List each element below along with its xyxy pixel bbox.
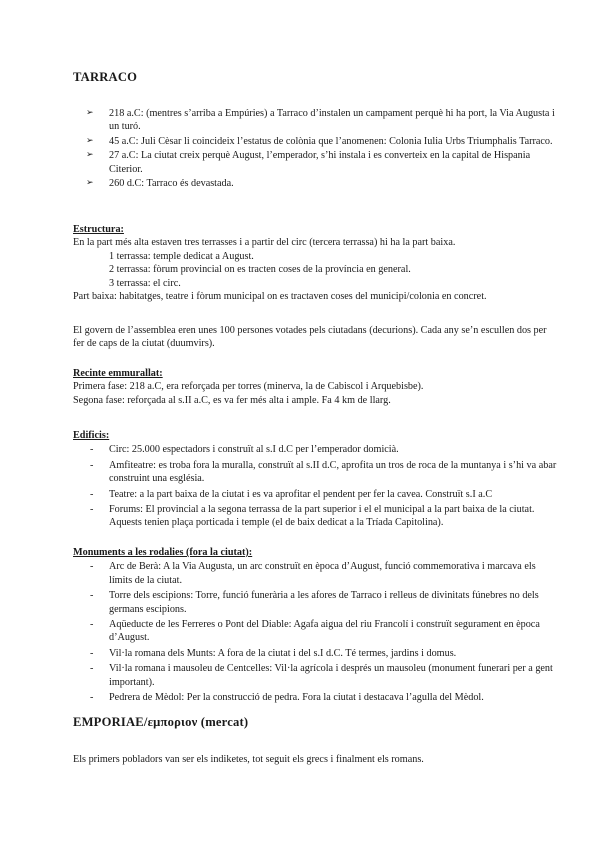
dash-bullet: - [90,561,94,573]
estructura-section [73,223,560,303]
arrow-bullet-icon: ➢ [86,150,94,161]
subheading-recinte: Recinte emmurallat: [73,368,163,379]
subheading-estructura: Estructura: [73,224,124,235]
edificis-list [73,443,560,529]
dash-bullet: - [90,504,94,516]
dash-bullet: - [90,692,94,704]
list-item: ➢ 27 a.C: La ciutat creix perquè August, l’emperador, s’hi instala i es converteix en la capital de Hispania Citerior. [86,150,531,175]
list-item: - Pedrera de Mèdol: Per la construcció de pedra. Fora la ciutat i destacava l’agulla del Mèdol. [90,692,484,704]
list-item: - Arc de Berà: A la Via Augusta, un arc construït en època d’August, funció commemorativa i marcava els límits de la ciutat. [90,561,536,586]
list-item: - Vil·la romana i mausoleu de Centcelles: Vil·la agrícola i després un mausoleu (monument funerari per a gent important). [90,663,553,688]
dash-bullet: - [90,619,94,631]
list-item: - Aqüeducte de les Ferreres o Pont del Diable: Agafa aigua del riu Francolí i construït segurament en època d’August. [90,619,540,644]
part-baixa: Part baixa: habitatges, teatre i fòrum municipal on es tractaven coses del municipi/colonia en concret. [73,291,487,303]
subheading-monuments: Monuments a les rodalies (fora la ciutat): [73,547,253,558]
dash-bullet: - [90,459,94,471]
terrassa-1: 1 terrassa: temple dedicat a August. [109,250,254,262]
dash-bullet: - [90,444,94,456]
dash-bullet: - [90,488,94,500]
section-title-emporiae: EMPORIAE/εμποριον (mercat) [73,715,249,729]
subheading-edificis: Edificis: [73,430,110,441]
list-item: - Circ: 25.000 espectadors i construït al s.I d.C per l’emperador domicià. [90,444,399,456]
dash-bullet: - [90,647,94,659]
list-item: ➢ 45 a.C: Juli Cèsar li coincideix l’estatus de colònia que l’anomenen: Colonia Iulia Urbs Triumphalis Tarraco. [86,135,553,147]
recinte-line: Segona fase: reforçada al s.II a.C, es va fer més alta i ample. Fa 4 km de llarg. [73,394,391,406]
list-item: - Teatre: a la part baixa de la ciutat i es va aprofitar el pendent per fer la cavea. Construït s.I a.C [90,488,493,500]
estructura-intro: En la part més alta estaven tres terrasses i a partir del circ (tercera terrassa) hi ha la part baixa. [73,237,456,249]
edificis-section [73,429,560,532]
monuments-list [73,560,560,704]
list-item: - Torre dels escipions: Torre, funció funerària a les afores de Tarraco i relleus de divinitats fúnebres no dels germans escipions. [90,590,539,615]
dash-bullet: - [90,663,94,675]
timeline-list [73,107,560,191]
section-title-tarraco: TARRACO [73,70,138,84]
arrow-bullet-icon: ➢ [86,135,94,146]
monuments-section [73,546,560,706]
list-item: - Vil·la romana dels Munts: A fora de la ciutat i del s.I d.C. Té termes, jardins i domus. [90,647,457,659]
arrow-bullet-icon: ➢ [86,108,94,118]
recinte-line: Primera fase: 218 a.C, era reforçada per torres (minerva, la de Cabiscol i Arquebisbe). [73,381,424,393]
dash-bullet: - [90,590,94,602]
govern-paragraph: El govern de l’assemblea eren unes 100 persones votades pels ciutadans (decurions). Cada any se’n escullen dos per fer de caps de la ciutat (duumvirs). [73,325,547,350]
emporiae-paragraph: Els primers pobladors van ser els indiketes, tot seguit els grecs i finalment els romans. [73,754,424,765]
list-item: ➢ 260 d.C: Tarraco és devastada. [86,178,234,190]
recinte-section [73,367,560,407]
terrassa-3: 3 terrassa: el circ. [109,277,181,289]
list-item: - Amfiteatre: es troba fora la muralla, construït al s.II d.C, aprofita un tros de roca de la muntanya i s’hi va abar construint una església. [90,459,557,485]
arrow-bullet-icon: ➢ [86,178,94,189]
list-item: ➢ 218 a.C: (mentres s’arriba a Empúries) a Tarraco d’instalen un campament perquè hi ha port, la Via Augusta i un turó. [86,108,555,133]
list-item: - Forums: El provincial a la segona terrassa de la part superior i el el municipal a la part baixa de la ciutat. Aquests tenien plaça porticada i temple (el de baix dedicat a la Tríada Capitolina). [90,504,535,529]
terrassa-2: 2 terrassa: fòrum provincial on es tracten coses de la província en general. [109,264,411,276]
